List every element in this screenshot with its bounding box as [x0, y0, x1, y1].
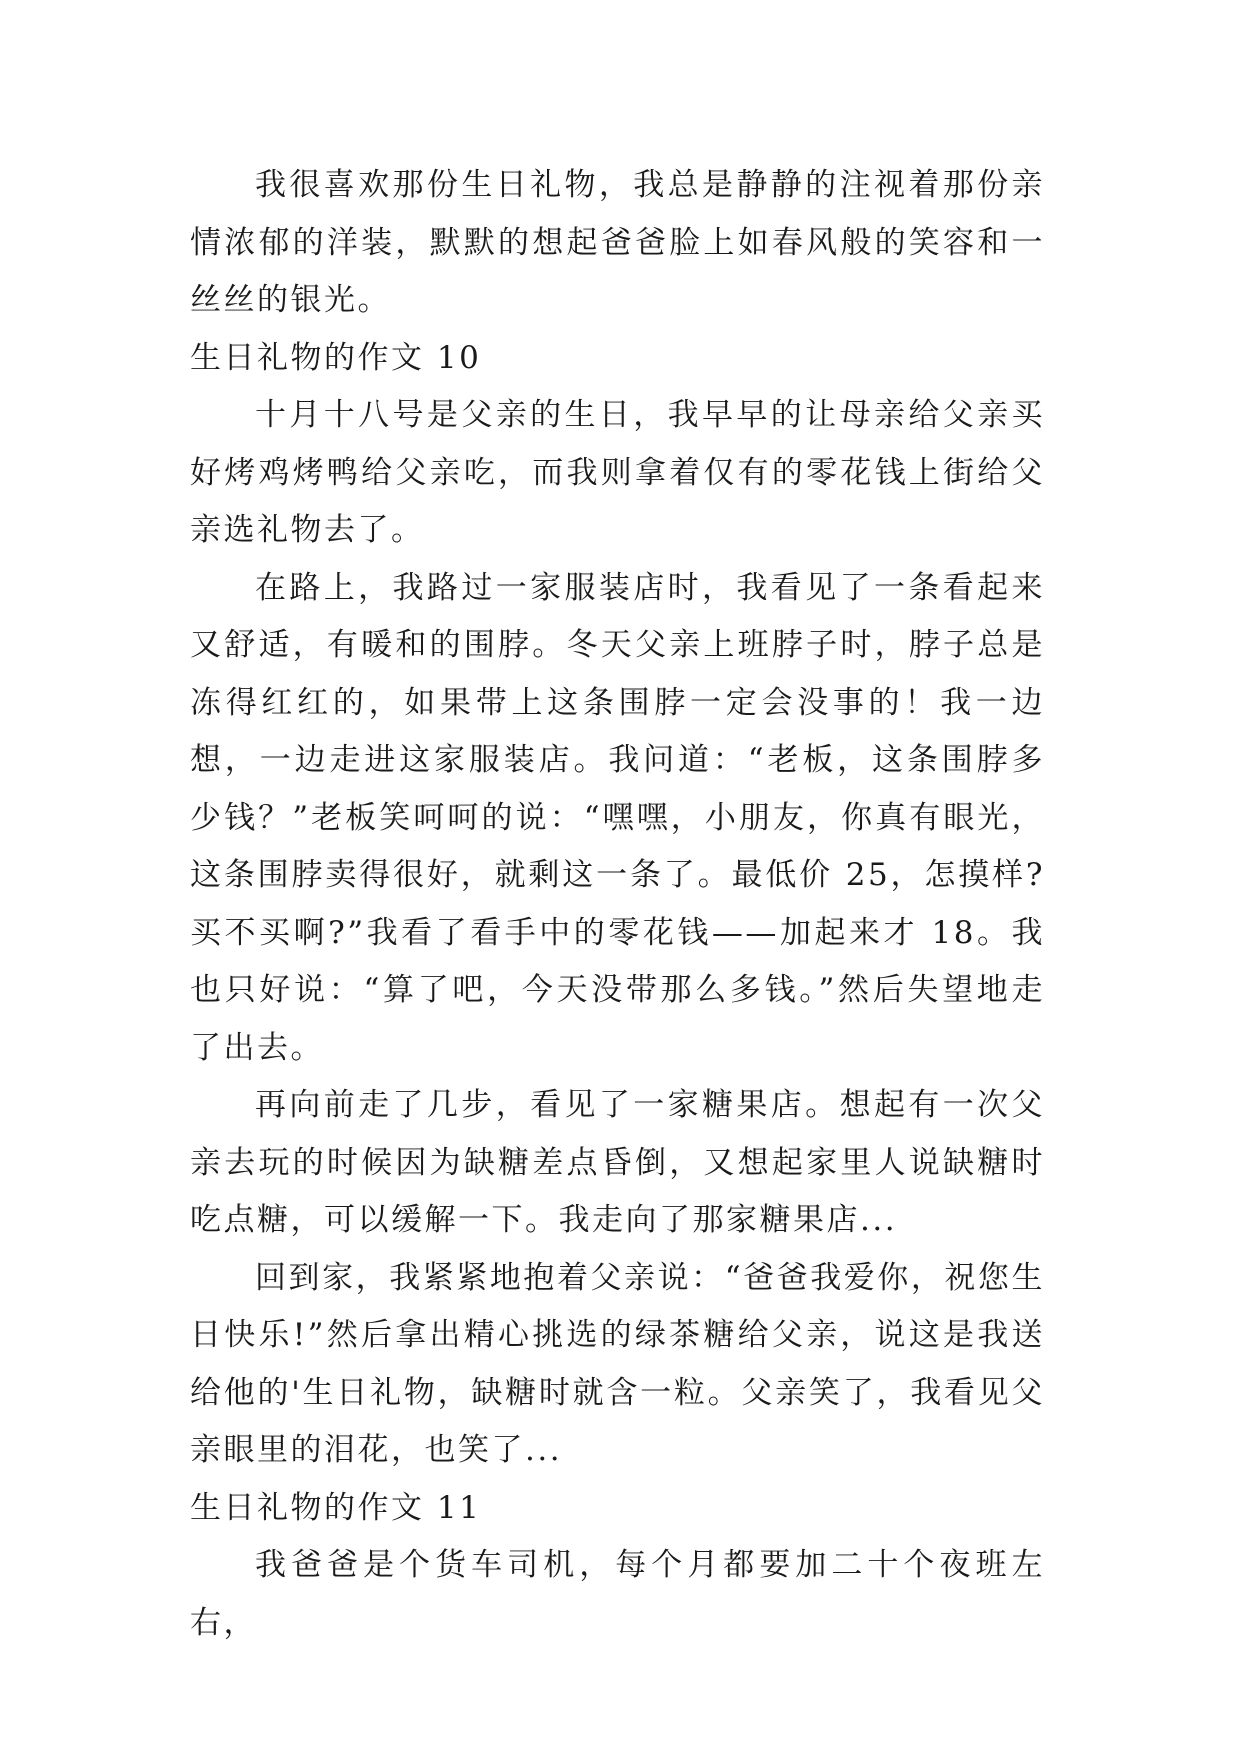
paragraph-father-birthday: 十月十八号是父亲的生日，我早早的让母亲给父亲买好烤鸡烤鸭给父亲吃，而我则拿着仅有的零花钱上街给父亲选礼物去了。	[190, 397, 1045, 548]
essay-heading-11: 生日礼物的作文 11	[190, 1489, 482, 1526]
paragraph-gift-ending: 我很喜欢那份生日礼物，我总是静静的注视着那份亲情浓郁的洋装，默默的想起爸爸脸上如春风般的笑容和一丝丝的银光。	[190, 167, 1045, 318]
paragraph-truck-driver: 我爸爸是个货车司机，每个月都要加二十个夜班左右，	[190, 1547, 1045, 1641]
essay-heading-10: 生日礼物的作文 10	[190, 339, 482, 376]
paragraph-back-home: 回到家，我紧紧地抱着父亲说：“爸爸我爱你，祝您生日快乐!”然后拿出精心挑选的绿茶糖给父亲，说这是我送给他的'生日礼物，缺糖时就含一粒。父亲笑了，我看见父亲眼里的泪花，也笑了...	[190, 1259, 1045, 1468]
paragraph-clothing-store: 在路上，我路过一家服装店时，我看见了一条看起来又舒适，有暖和的围脖。冬天父亲上班脖子时，脖子总是冻得红红的，如果带上这条围脖一定会没事的！我一边想，一边走进这家服装店。我问道：“老板，这条围脖多少钱？”老板笑呵呵的说：“嘿嘿，小朋友，你真有眼光，这条围脖卖得很好，就剩这一条了。最低价 25，怎摸样?买不买啊?”我看了看手中的零花钱——加起来才 18。我也只好说：“算了吧，今天没带那么多钱。”然后失望地走了出去。	[190, 569, 1045, 1066]
document-body	[190, 157, 1045, 1652]
paragraph-candy-store: 再向前走了几步，看见了一家糖果店。想起有一次父亲去玩的时候因为缺糖差点昏倒，又想起家里人说缺糖时吃点糖，可以缓解一下。我走向了那家糖果店...	[190, 1087, 1045, 1238]
